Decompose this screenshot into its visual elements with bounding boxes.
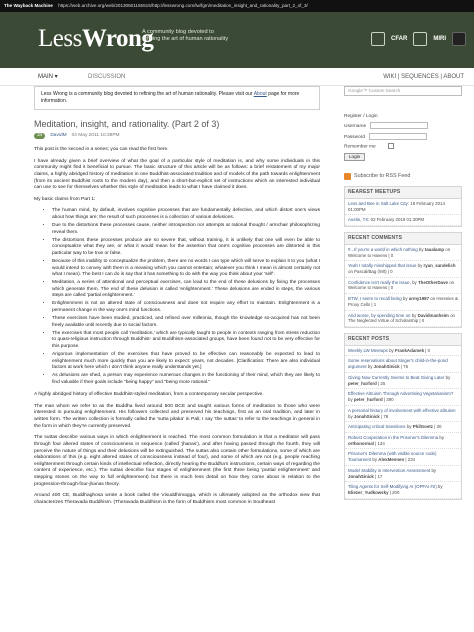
post-link[interactable]: Anticipating critical transitions <box>348 424 406 430</box>
post-count: | 76 <box>400 364 409 370</box>
post-link[interactable]: Robust Cooperation in the Prisoner's Dilemma <box>348 434 439 440</box>
post-paragraph: This post is the second in a series; you can read the first here. <box>34 147 169 153</box>
post-paragraph: Around 400 CE, Buddhaghosa wrote a book called the Visuddhimagga, which is ultimately adopted as the orthodox view that characterizes Theravada Buddhism. (Theravada Buddhism is the form of Buddhism most common in Southeast <box>34 493 320 505</box>
miri-icon <box>413 32 427 46</box>
wayback-bar <box>0 0 474 12</box>
remember-checkbox[interactable] <box>388 143 394 149</box>
post-by: by <box>439 434 445 440</box>
list-item: • Enlightenment is not an altered state of consciousness and does not require any effort to maintain. Enlightenment is a permanent change in the way one's mind functions. <box>52 301 320 314</box>
comment-user[interactable]: Davidmanheim <box>417 312 449 318</box>
password-label: Password <box>344 134 366 140</box>
list-item[interactable] <box>345 406 461 422</box>
post-paragraph: The suttas describe various ways in which enlightenment is reached. The most common formulation is that a meditator will pass through four altered states of consciousness in sequence (called 'jhanas'), and after having passed through the fourth, they will perceive the nature of things and their delusions will be extinguished. The suttas also contain other formulations, some of which are elaborations of this (e.g. eight altered states of consciousness instead of four), and some of which are not (e.g. people reaching enlightenment through certain kinds of intellectual reflection, directly hearing the Buddha's instructions, certain ways of regarding the content of experience, etc.). The suttas describe four stages of enlightenment (the first three being 'partial enlightenment' and stepping stones on the way to full enlightenment) but there is much less detail on how they come about in relation to the progression-through-four-jhanas theory. <box>34 435 320 487</box>
search-input[interactable]: Google™ Custom Search <box>344 86 462 96</box>
notice-text-end: page for more information. <box>41 91 300 104</box>
nav-main-label: MAIN <box>38 74 53 80</box>
list-item: • Arigorous implementation of the exercises that have proved to be effective can reasonably be expected to lead to enlightenment much more quickly than you are likely to expect: years, not decades. [Clarification: There are also individual factors at work here which I don't think anyone really understands yet.] <box>52 352 320 371</box>
list-item: • Because of this inability to conceptualize the problem, there are no words I can type which will serve to explain it to you (what I would intend to convey with them is a meaning which you cannot entertain; whatever you think I mean is almost certainly not what I mean). The best I can do is say that it has something to do with the way you think about your 'self'. <box>52 259 320 278</box>
post-user[interactable]: AlexMennen <box>378 457 405 463</box>
nav-discussion[interactable]: DISCUSSION <box>88 74 126 80</box>
tagline-line-1: A community blog devoted to <box>142 29 214 35</box>
post-count: | 390 <box>383 397 394 403</box>
notice-text: Less Wrong is a community blog devoted to refining the art of human rationality. Please visit our <box>41 91 253 97</box>
comment-user[interactable]: TheOtherDave <box>417 279 448 285</box>
post-by: by <box>406 424 412 430</box>
recent-posts-box <box>344 333 462 500</box>
post-paragraph: The man whom we refer to as the Buddha lived around 500 BCE and taught various forms of meditation to those who were interested in pursuing enlightenment. His followers collected and preserved his teachings, first as an oral tradition, and later in written form. The written collection is formally called the 'sutta pitaka' in Pali; I say 'the suttas' to refer to the teachings in general in the form in which they're currently preserved. <box>34 403 320 429</box>
meetup-link[interactable]: Less and Bee in Salt Lake City: <box>348 200 410 206</box>
list-item: • The human mind, by default, involves cognitive processes that are fundamentally defective, and which distort one's views about how things are; the result of such processes is a collection of various delusions. <box>52 208 320 221</box>
comment-link[interactable]: #...If you're a world in which nothing <box>348 246 418 252</box>
comment-meta: on Pascal/Bag (\Mt) | 0 <box>348 268 393 274</box>
comment-by: by <box>417 263 423 269</box>
list-item[interactable] <box>345 245 461 261</box>
partner-cfar[interactable]: CFAR <box>390 35 408 42</box>
meetups-box <box>344 186 462 227</box>
meetup-date: 16 February 2014 01:00PM <box>348 200 445 212</box>
meetups-title: NEAREST MEETUPS <box>345 187 461 199</box>
post-by: by <box>431 467 437 473</box>
list-item[interactable] <box>345 466 461 482</box>
comment-link[interactable]: And worse, by spending time on <box>348 312 411 318</box>
comment-user[interactable]: army1987 <box>408 296 430 302</box>
post-paragraph: My basic claims from Part 1: <box>34 196 96 202</box>
remember-label: Remember me <box>344 144 376 150</box>
site-notice <box>34 86 320 110</box>
post-user[interactable]: FrankAdamek <box>394 347 425 353</box>
meetup-date: 02 February 2019 01:30PM <box>370 217 425 223</box>
post-by: by <box>348 413 353 419</box>
list-item[interactable] <box>345 215 461 226</box>
post-count: | 234 <box>405 457 416 463</box>
post-user[interactable]: orthonormal <box>348 440 374 446</box>
recent-comments-box <box>344 232 462 328</box>
comment-by: by <box>402 296 408 302</box>
chevron-down-icon: ▾ <box>54 74 58 80</box>
list-item: • Due to the distortions these processes cause, neither introspection nor attempts at rational thought / armchair philosophizing reveal them. <box>52 223 320 236</box>
post-by: by <box>367 364 373 370</box>
meetup-link[interactable]: Austin, TX: <box>348 217 370 223</box>
claims-list <box>34 208 320 386</box>
list-item[interactable] <box>345 294 461 310</box>
comment-by: by <box>418 246 424 252</box>
post-link[interactable]: Giving Now Currently Seems to Beat Giving Later <box>348 374 445 380</box>
site-tagline <box>142 29 228 42</box>
comment-by: by <box>411 312 417 318</box>
comment-link[interactable]: Confidence isn't really the issue, <box>348 279 411 285</box>
post-score: 34 <box>34 133 45 139</box>
rss-subscribe[interactable] <box>344 173 462 180</box>
list-item[interactable] <box>345 389 461 405</box>
recent-posts-title: RECENT POSTS <box>345 334 461 346</box>
about-link[interactable]: About <box>253 91 267 97</box>
list-item: • The exercises that most people call 'meditation,' which are typically taught to people in contexts ranging from stress reduction to quasi-religious instruction through Buddhist- and Buddhism-associated groups, have been found not to be very effective for this purpose. <box>52 331 320 350</box>
password-field[interactable] <box>369 133 427 140</box>
post-link[interactable]: Tiling Agents for Self-Modifying AI (OPFAI #2) <box>348 484 437 490</box>
post-count: | 30 <box>434 424 442 430</box>
cfar-icon <box>371 32 385 46</box>
list-item[interactable] <box>345 346 461 357</box>
username-field[interactable] <box>370 122 428 129</box>
site-header <box>0 12 474 68</box>
comment-link[interactable]: BTW, I seem to recall being <box>348 296 402 302</box>
password-row <box>344 133 462 141</box>
comment-link[interactable]: Yeah I totally misshipped that issue <box>348 263 417 269</box>
list-item[interactable] <box>345 482 461 498</box>
rss-label: Subscribe to RSS Feed <box>354 172 411 179</box>
top-nav <box>0 68 474 86</box>
logo-less: Less <box>38 25 82 52</box>
post-user[interactable]: JonahSinick <box>353 413 380 419</box>
wayback-label: The Wayback Machine <box>4 3 53 8</box>
remember-row <box>344 143 462 151</box>
fhi-icon[interactable] <box>452 32 466 46</box>
nav-wiki-sequences-about[interactable]: WIKI | SEQUENCES | ABOUT <box>383 74 464 80</box>
comment-meta: on Welcome to Havens | 0 <box>348 279 455 291</box>
sidebar <box>344 86 462 505</box>
list-item[interactable] <box>345 199 461 215</box>
post-author[interactable]: DavidM <box>50 132 67 138</box>
login-form <box>344 114 462 161</box>
list-item: • The distortions these processes produce are so severe that, without training, it is unlikely that one will even be able to conceptualize what they are, or what it would mean for the assertion that one's cognitive processes are distorted in this particular way to be true or false. <box>52 238 320 257</box>
partner-miri[interactable]: MIRI <box>433 35 446 42</box>
list-item[interactable] <box>345 422 461 433</box>
tagline-line-2: refining the art of human rationality <box>142 35 229 42</box>
username-label: Username <box>344 124 367 130</box>
comment-user[interactable]: ryan_sandelich <box>423 263 456 269</box>
logo-wrong: Wrong <box>81 25 154 52</box>
comment-meta: on Heresies & Proxy Cells | 1 <box>348 296 458 307</box>
list-item[interactable] <box>345 278 461 294</box>
register-login-link[interactable]: Register / Login <box>344 114 378 119</box>
post-user[interactable]: peter_hurford <box>353 397 383 403</box>
comment-by: by <box>412 279 417 285</box>
comment-user[interactable]: taualamp <box>424 246 445 252</box>
login-button[interactable]: Login <box>344 153 365 161</box>
wayback-url[interactable]: https://web.archive.org/web/20130501155515/http://lesswrong.com/lw/fgm/meditation_insight_and_rationality_part_2_of_3/ <box>58 3 308 8</box>
main-content <box>34 86 320 511</box>
post-user[interactable]: Eliezer_Yudkowsky <box>348 489 389 495</box>
nav-main[interactable] <box>38 73 58 81</box>
post-link[interactable]: Model Stability in Intervention Assessment <box>348 467 431 473</box>
post-by: by <box>372 457 378 463</box>
username-row <box>344 122 462 130</box>
list-item[interactable] <box>345 311 461 327</box>
post-link[interactable]: Some reservations about Singer's child-in-the-pond argument <box>348 358 448 370</box>
post-meta <box>34 133 320 139</box>
post-count: | 78 <box>380 413 389 419</box>
post-user[interactable]: peter_hurford <box>348 380 377 386</box>
post-count: | 200 <box>389 489 400 495</box>
post-title[interactable]: Meditation, insight, and rationality. (Part 2 of 3) <box>34 118 220 129</box>
list-item[interactable] <box>345 433 461 449</box>
list-item[interactable] <box>345 356 461 372</box>
list-item[interactable] <box>345 373 461 389</box>
list-item[interactable] <box>345 261 461 277</box>
comment-meta: on Welcome to Havens | 0 <box>348 246 451 258</box>
post-link[interactable]: Effective Altruism Through Advertising Vegetarianism? <box>348 391 454 397</box>
post-by: by <box>348 397 353 403</box>
post-link[interactable]: Weekly LW Meetups <box>348 347 388 353</box>
list-item[interactable] <box>345 449 461 465</box>
post-by: by <box>445 374 451 380</box>
post-by: by <box>437 484 443 490</box>
post-by: by <box>389 347 394 353</box>
post-paragraph: I have already given a brief overview of what the goal of a particular style of meditation is, and why some individuals in this community might find it beneficial to pursue. The basic structure of this article will be as follows: a brief restatement of my major claims, a highly abridged history of meditation in one Buddhist-associated tradition and of models of the path towards enlightenment (from its ancient Buddhist roots to the modern day), and then a short-but-explicit set of instructions which an interested individual can use to see for themselves whether this style of meditation leads to what I have claimed it does. <box>34 158 320 191</box>
post-link[interactable]: Prisoner's Dilemma (with visible source code) Tournament <box>348 451 437 463</box>
post-paragraph: A highly abridged history of effective Buddhist-styled meditation, from a contemporary secular perspective. <box>34 392 264 398</box>
post-user[interactable]: PhilGoetz <box>412 424 433 430</box>
post-date: 04 May 2011 10:38PM <box>71 132 120 138</box>
comment-meta: on The Neglected Virtue of Scholarship | 0 <box>348 312 455 324</box>
post-count: | 134 <box>375 440 385 446</box>
post-link[interactable]: A personal history of involvement with effective altruism <box>348 407 456 413</box>
partner-logos <box>371 32 466 46</box>
post-user[interactable]: JonahSinick <box>348 473 374 479</box>
post-user[interactable]: JonahSinick <box>373 364 400 370</box>
post-count: | 17 <box>375 473 383 479</box>
post-count: | 25 <box>378 380 386 386</box>
list-item: • Meditation, a series of attentional and perceptual exercises, can lead to the end of these delusions by fixing the processes which generate them. The end of these delusion is called 'enlightenment.' These delusions are ended in steps, the various steps are called 'partial enlightenment.' <box>52 280 320 299</box>
list-item: • As delusions are shed, a person may experience numerous changes in the functioning of their mind, which they are likely to find valuable if their goals include "being happy" and "being more rational." <box>52 373 320 386</box>
site-logo[interactable] <box>38 22 153 56</box>
list-item: • These exercises have been studied, practiced, and refined over millennia, though the knowledge so-acquired has not been freely available until recently due to social factors. <box>52 316 320 329</box>
recent-comments-title: RECENT COMMENTS <box>345 233 461 245</box>
rss-icon <box>344 173 351 180</box>
post-count: | 0 <box>425 347 431 353</box>
